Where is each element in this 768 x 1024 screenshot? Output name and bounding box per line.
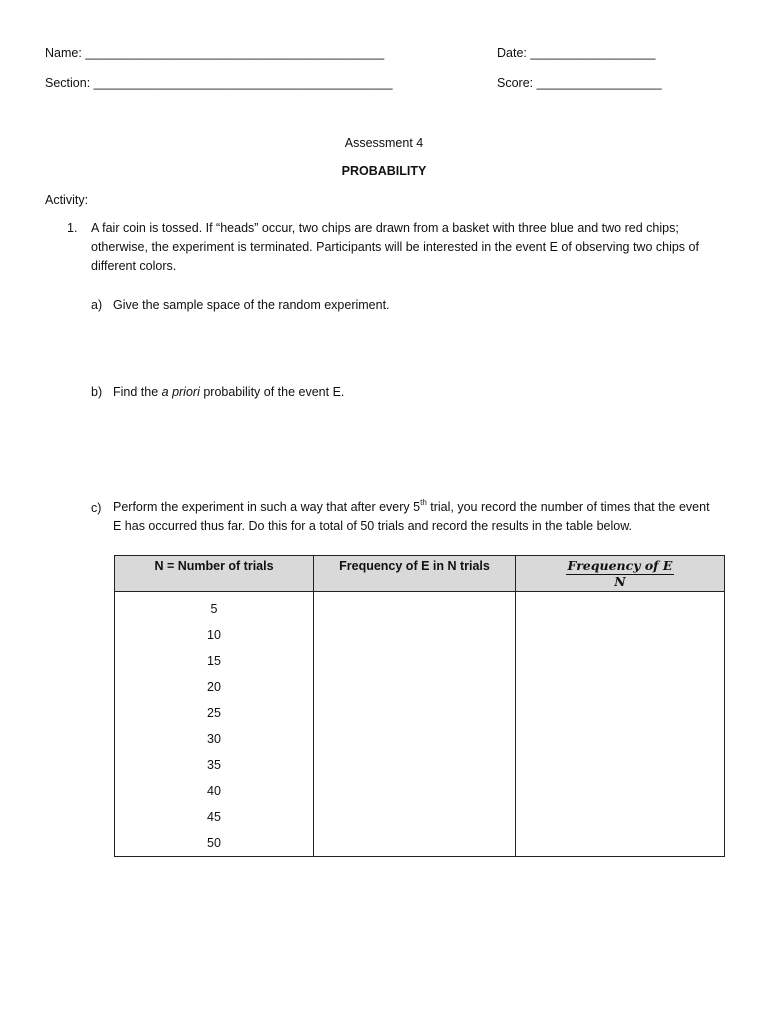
- part-b-label: b): [91, 385, 103, 399]
- section-label: Section:: [45, 76, 91, 90]
- trial-number: 25: [207, 706, 221, 720]
- part-c-text: [113, 498, 713, 536]
- activity-label: Activity:: [45, 193, 89, 207]
- trial-number: 40: [207, 784, 221, 798]
- part-c-pre: Perform the experiment in such a way that after every 5: [113, 500, 421, 514]
- header-number-of-trials: N = Number of trials: [115, 556, 314, 592]
- score-label: Score:: [497, 76, 534, 90]
- name-blank[interactable]: ___________________________________________: [85, 46, 385, 60]
- date-field[interactable]: [497, 46, 656, 60]
- trial-number: 20: [207, 680, 221, 694]
- name-field[interactable]: [45, 46, 384, 60]
- section-blank[interactable]: ___________________________________________: [93, 76, 393, 90]
- frequency-answer-cell[interactable]: [314, 592, 516, 857]
- trial-number: 15: [207, 654, 221, 668]
- trial-number: 35: [207, 758, 221, 772]
- fraction-denominator: N: [614, 574, 626, 589]
- assessment-title: Assessment 4: [344, 136, 424, 150]
- date-label: Date:: [497, 46, 527, 60]
- part-b-pre: Find the: [113, 385, 162, 399]
- trial-number: 10: [207, 628, 221, 642]
- score-field[interactable]: [497, 76, 662, 90]
- trial-number: 5: [210, 602, 218, 616]
- question-number: 1.: [67, 221, 78, 235]
- name-label: Name:: [45, 46, 82, 60]
- header-relative-frequency: [516, 556, 725, 592]
- table-header-row: [115, 556, 725, 592]
- part-c-sup: th: [420, 497, 427, 507]
- trial-number: 45: [207, 810, 221, 824]
- part-c-label: c): [91, 501, 102, 515]
- trial-numbers-cell: [115, 592, 314, 857]
- fraction: [566, 559, 675, 589]
- part-a-label: a): [91, 298, 103, 312]
- part-b-post: probability of the event E.: [199, 385, 345, 399]
- relative-frequency-answer-cell[interactable]: [516, 592, 725, 857]
- section-field[interactable]: [45, 76, 393, 90]
- question-text: A fair coin is tossed. If “heads” occur, two chips are drawn from a basket with three blue and two red chips; otherwise, the experiment is terminated. Participants will be interested in the event E of observing two chips of different colors.: [91, 221, 699, 273]
- fraction-numerator: Frequency of E: [567, 558, 673, 573]
- subject-title: PROBABILITY: [341, 164, 427, 178]
- table-row: [115, 592, 725, 857]
- header-frequency: Frequency of E in N trials: [314, 556, 516, 592]
- part-b-text: [113, 385, 344, 399]
- score-blank[interactable]: __________________: [536, 76, 662, 90]
- trial-number: 50: [207, 836, 221, 850]
- trials-table: [114, 555, 725, 857]
- part-a-text: Give the sample space of the random experiment.: [113, 298, 390, 312]
- part-b-italic: a priori: [161, 385, 200, 399]
- trial-number: 30: [207, 732, 221, 746]
- part-c-post: trial, you record the number of times that the event E has occurred thus far. Do this for a total of 50 trials and record the results in the table below.: [113, 500, 710, 533]
- date-blank[interactable]: __________________: [530, 46, 656, 60]
